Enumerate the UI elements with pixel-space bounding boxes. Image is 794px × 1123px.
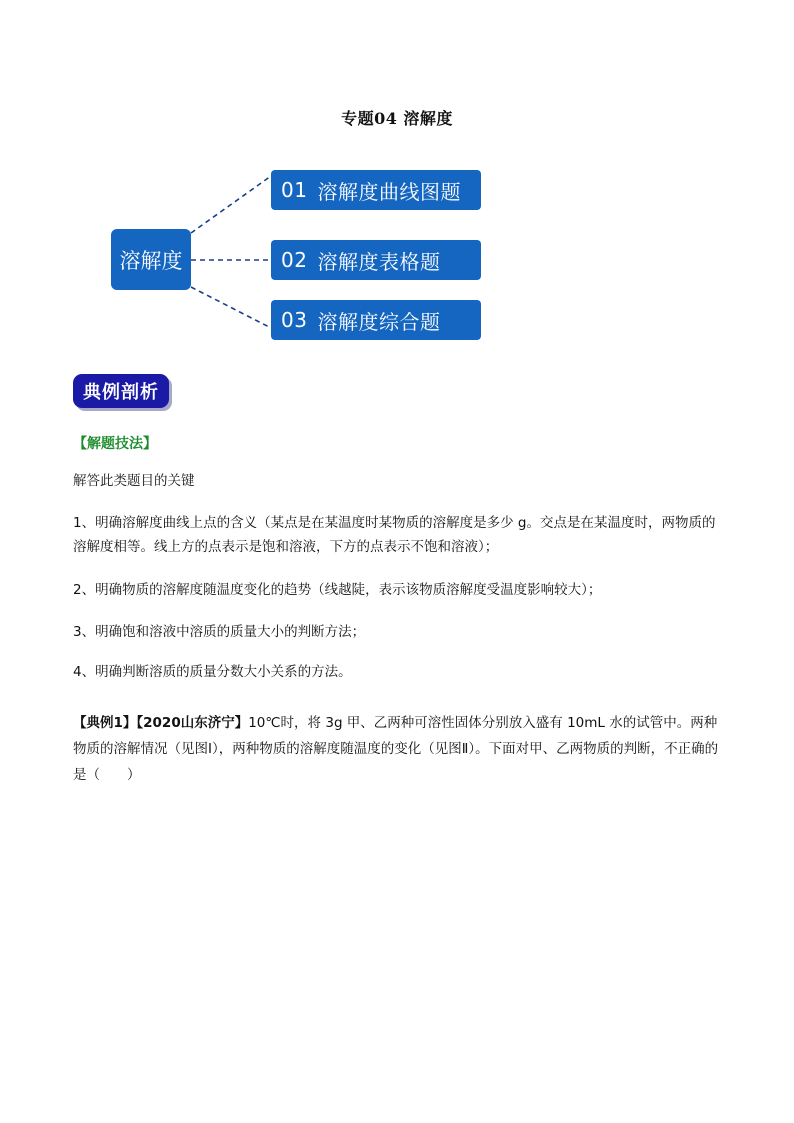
branch-number: 03 [281,308,308,332]
key-point-2: 2、明确物质的溶解度随温度变化的趋势（线越陡，表示该物质溶解度受温度影响较大）； [73,582,602,598]
mindmap-root: 溶解度 [111,229,191,290]
branch-label: 溶解度综合题 [317,309,441,334]
key-point-4: 4、明确判断溶质的质量分数大小关系的方法。 [73,664,352,680]
example-text: 10℃时，将 3g 甲、乙两种可溶性固体分别放入盛有 10mL 水的试管中。两种物质的溶解情况（见图Ⅰ），两种物质的溶解度随温度的变化（见图Ⅱ）。下面对甲、乙两物质的判断，不正确的是（ ） [73,715,719,783]
document-title: 专题04 溶解度 [341,109,453,128]
branch-label: 溶解度曲线图题 [317,179,461,204]
method-heading: 【解题技法】 [73,436,157,452]
connector-line-3 [191,287,271,328]
intro-paragraph: 解答此类题目的关键 [73,473,195,489]
branch-number: 02 [281,248,308,272]
key-point-3: 3、明确饱和溶液中溶质的质量大小的判断方法； [73,624,366,640]
section-badge: 典例剖析 [73,374,169,408]
mindmap-branch-2 [271,240,481,280]
branch-label: 溶解度表格题 [317,249,441,274]
mindmap-branch-3 [271,300,481,340]
example-label: 【典例1】【2020山东济宁】 [73,715,249,731]
example-question [73,710,728,788]
key-point-1: 1、明确溶解度曲线上点的含义（某点是在某温度时某物质的溶解度是多少 g。交点是在某温度时，两物质的溶解度相等。线上方的点表示是饱和溶液，下方的点表示不饱和溶液）； [73,515,716,555]
connector-line-1 [191,176,271,233]
branch-number: 01 [281,178,308,202]
topic-mindmap [0,0,794,360]
mindmap-branch-1 [271,170,481,210]
